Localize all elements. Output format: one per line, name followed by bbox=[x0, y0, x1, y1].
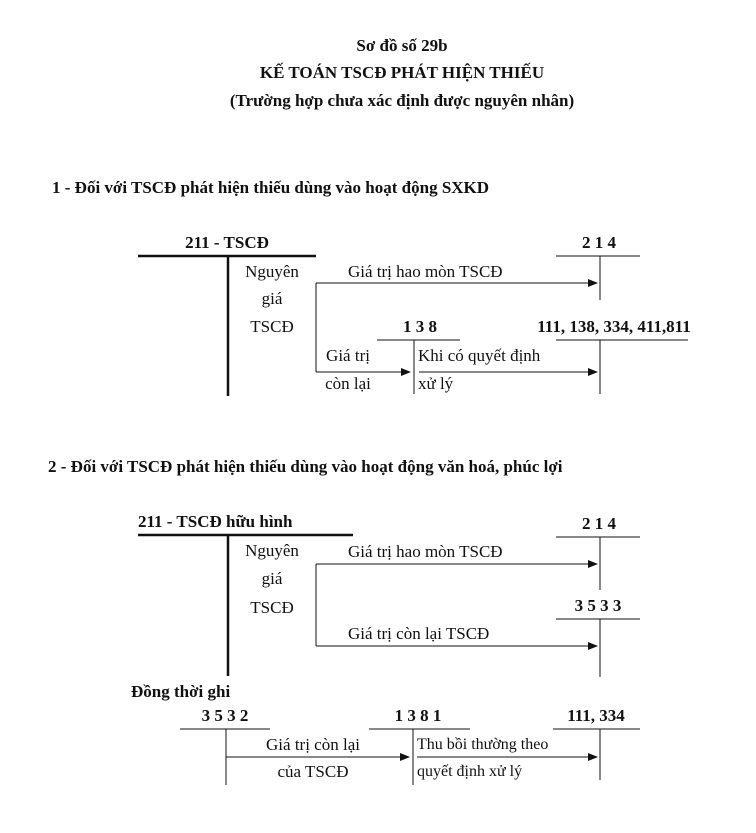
s2-remaining-value-line1: Giá trị còn lại bbox=[266, 735, 360, 754]
s2-original-cost-line2: giá bbox=[261, 569, 283, 588]
s2-account-1381-label: 1 3 8 1 bbox=[394, 706, 442, 725]
s2-account-211-label: 211 - TSCĐ hữu hình bbox=[138, 512, 293, 531]
s2-compensation-line1: Thu bồi thường theo bbox=[417, 736, 549, 753]
s2-original-cost-line1: Nguyên bbox=[245, 541, 299, 560]
s1-account-138-label: 1 3 8 bbox=[403, 317, 437, 336]
s1-remaining-value-line2: còn lại bbox=[325, 374, 371, 393]
simultaneous-entry-heading: Đồng thời ghi bbox=[131, 682, 231, 701]
s1-account-214-label: 2 1 4 bbox=[582, 233, 616, 252]
section2-heading: 2 - Đối với TSCĐ phát hiện thiếu dùng vào hoạt động văn hoá, phúc lợi bbox=[48, 457, 563, 476]
page-subtitle: (Trường hợp chưa xác định được nguyên nhân) bbox=[229, 91, 575, 110]
s1-settlement-accounts-label: 111, 138, 334, 411,811 bbox=[537, 317, 691, 336]
page-title: KẾ TOÁN TSCĐ PHÁT HIỆN THIẾU bbox=[259, 63, 545, 82]
s1-original-cost-line1: Nguyên bbox=[245, 262, 299, 281]
s2-remaining-value-label: Giá trị còn lại TSCĐ bbox=[348, 624, 490, 643]
section1-heading: 1 - Đối với TSCĐ phát hiện thiếu dùng vào hoạt động SXKD bbox=[52, 178, 490, 197]
s1-remaining-value-line1: Giá trị bbox=[326, 346, 370, 365]
s1-decision-line2: xử lý bbox=[418, 374, 454, 393]
s1-original-cost-line3: TSCĐ bbox=[250, 317, 294, 336]
s2-account-111-334-label: 111, 334 bbox=[567, 706, 625, 725]
s2-compensation-line2: quyết định xử lý bbox=[417, 763, 523, 780]
s1-account-211-label: 211 - TSCĐ bbox=[185, 233, 269, 252]
s2-remaining-value-line2: của TSCĐ bbox=[277, 762, 349, 781]
s2-account-214-label: 2 1 4 bbox=[582, 514, 616, 533]
s2-depreciation-label: Giá trị hao mòn TSCĐ bbox=[348, 542, 503, 561]
s1-depreciation-label: Giá trị hao mòn TSCĐ bbox=[348, 262, 503, 281]
s2-account-3532-label: 3 5 3 2 bbox=[201, 706, 249, 725]
diagram-number: Sơ đồ số 29b bbox=[356, 36, 448, 55]
s1-original-cost-line2: giá bbox=[261, 289, 283, 308]
s2-original-cost-line3: TSCĐ bbox=[250, 598, 294, 617]
s2-account-3533-label: 3 5 3 3 bbox=[574, 596, 622, 615]
s1-decision-line1: Khi có quyết định bbox=[418, 346, 541, 365]
